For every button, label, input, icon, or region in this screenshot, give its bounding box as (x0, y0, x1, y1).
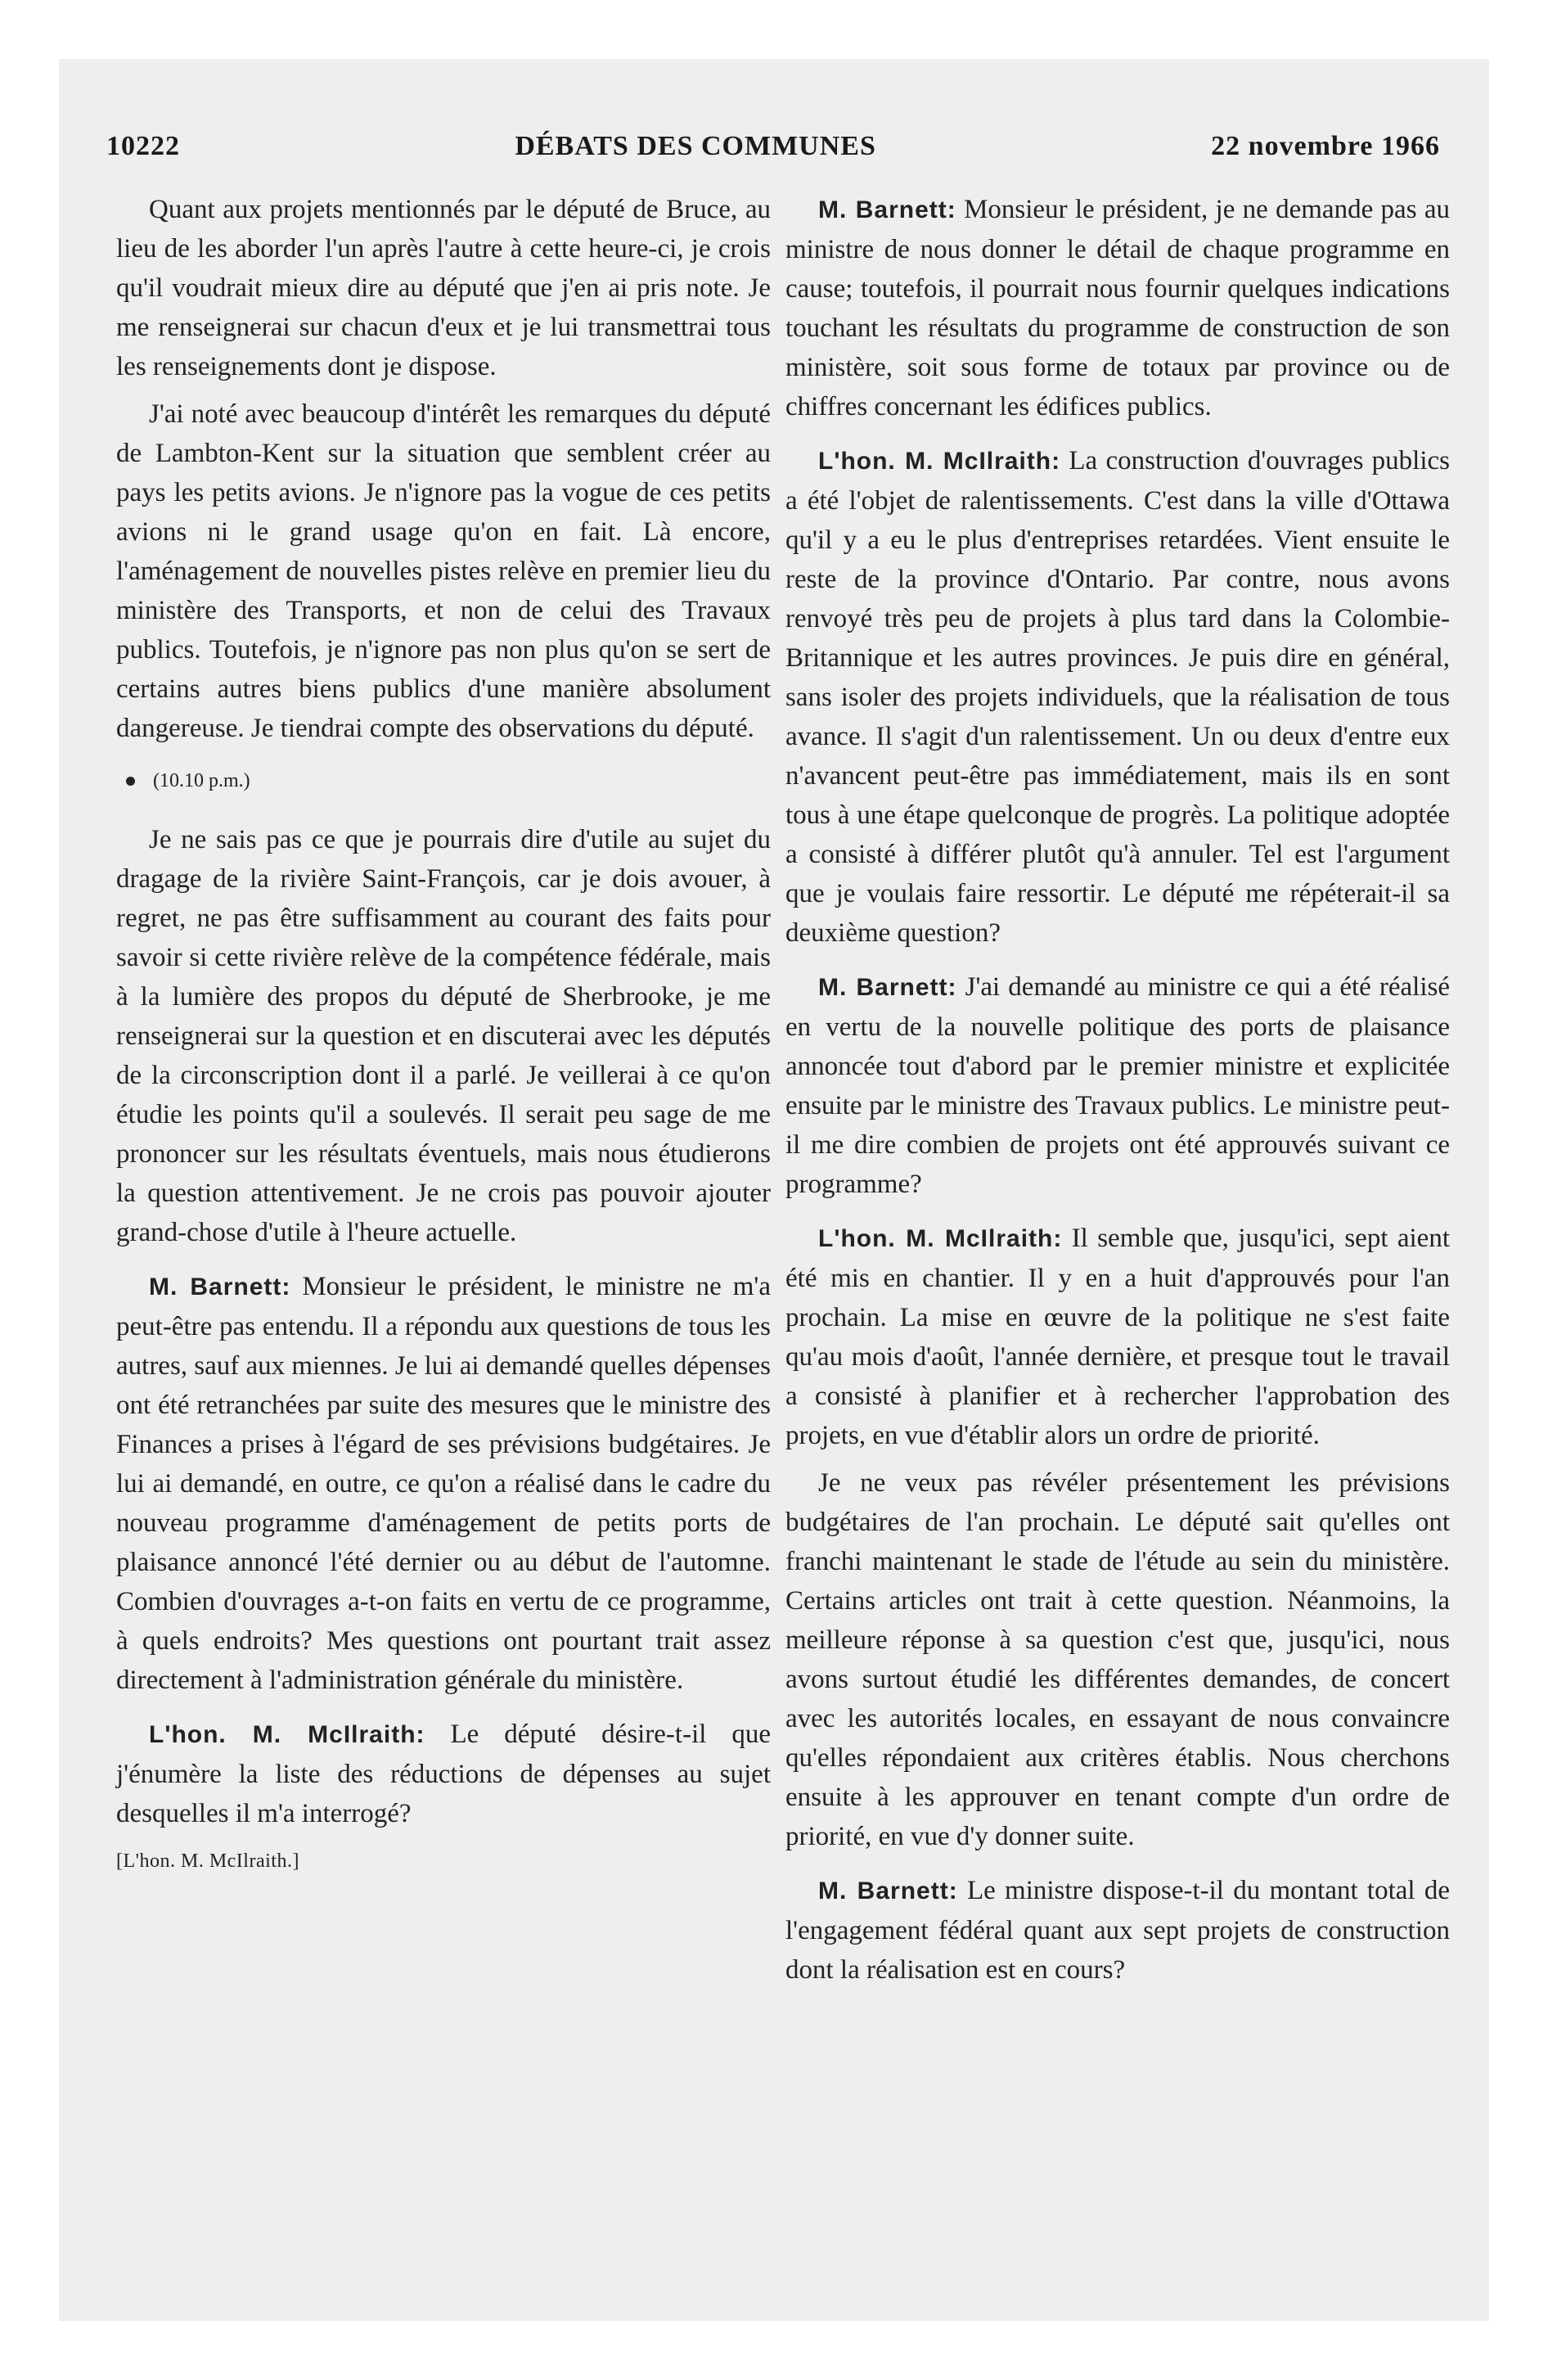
speech-text: Le ministre dispose-t-il du montant total de l'engagement fédéral quant aux sept projets de construction dont la réalisation est en cours? (785, 1876, 1450, 1985)
speech (116, 1715, 771, 1833)
speech (785, 1871, 1450, 1990)
speech (785, 190, 1450, 426)
speaker-name: M. Barnett: (818, 1877, 958, 1904)
speaker-name: M. Barnett: (149, 1273, 291, 1300)
paragraph: J'ai noté avec beaucoup d'intérêt les remarques du député de Lambton-Kent sur la situation que semblent créer au pays les petits avions. Je n'ignore pas la vogue de ces petits avions ni le grand usage qu'on en fait. Là encore, l'aménagement de nouvelles pistes relève en premier lieu du ministère des Transports, et non de celui des Travaux publics. Toutefois, je n'ignore pas non plus qu'on se sert de certains autres biens publics d'une manière absolument dangereuse. Je tiendrai compte des observations du député. (116, 399, 771, 743)
speech-text: La construction d'ouvrages publics a été l'objet de ralentissements. C'est dans la ville d'Ottawa qu'il y a eu le plus d'entreprises retardées. Vient ensuite le reste de la province d'Ontario. Par contre, nous avons renvoyé très peu de projets à plus tard dans la Colombie-Britannique et les autres provinces. Je puis dire en général, sans isoler des projets individuels, que la réalisation de tous avance. Il s'agit d'un ralentissement. Un ou deux d'entre eux n'avancent peut-être pas immédiatement, mais ils en sont tous à une étape quelconque de progrès. La politique adoptée a consisté à différer plutôt qu'à annuler. Tel est l'argument que je voulais faire ressortir. Le député me répéterait-il sa deuxième question? (785, 446, 1450, 948)
publication-title: DÉBATS DES COMMUNES (515, 131, 876, 161)
paragraph: Je ne sais pas ce que je pourrais dire d'utile au sujet du dragage de la rivière Saint-François, car je dois avouer, à regret, ne pas être suffisamment au courant des faits pour savoir si cette rivière relève de la compétence fédérale, mais à la lumière des propos du député de Sherbrooke, je me renseignerai sur la question et en discuterai avec les députés de la circonscription dont il a parlé. Je veillerai à ce qu'on étudie les points qu'il a soulevés. Il serait peu sage de me prononcer sur les résultats éventuels, mais nous étudierons la question attentivement. Je ne crois pas pouvoir ajouter grand-chose d'utile à l'heure actuelle. (116, 825, 771, 1247)
speaker-footer-note: [L'hon. M. McIlraith.] (116, 1850, 299, 1872)
left-column (116, 190, 771, 1881)
speech-text: Monsieur le président, je ne demande pas au ministre de nous donner le détail de chaque programme en cause; toutefois, il pourrait nous fournir quelques indications touchant les résultats du programme de construction de son ministère, soit sous forme de totaux par province ou de chiffres concernant les édifices publics. (785, 195, 1450, 421)
page-header (106, 131, 1440, 172)
speech-text: J'ai demandé au ministre ce qui a été réalisé en vertu de la nouvelle politique des ports de plaisance annoncée tout d'abord par le premier ministre et explicitée ensuite par le ministre des Travaux publics. Le ministre peut-il me dire combien de projets ont été approuvés suivant ce programme? (785, 972, 1451, 1199)
speech (785, 1219, 1450, 1455)
bullet-icon (126, 777, 135, 786)
speech-text: Le député désire-t-il que j'énumère la liste des réductions de dépenses au sujet desquelles il m'a interrogé? (116, 1720, 772, 1828)
speech (116, 1267, 771, 1700)
paragraph: Je ne veux pas révéler présentement les prévisions budgétaires de l'an prochain. Le député sait qu'elles ont franchi maintenant le stade de l'étude au sein du ministère. Certains articles ont trait à cette question. Néanmoins, la meilleure réponse à sa question c'est que, jusqu'ici, nous avons surtout étudié les différentes demandes, de concert avec les autorités locales, en essayant de nous convaincre qu'elles répondaient aux critères établis. Nous cherchons ensuite à les approuver en tenant compte d'un ordre de priorité, en vue d'y donner suite. (785, 1468, 1450, 1851)
speech (785, 967, 1450, 1204)
page-date: 22 novembre 1966 (1211, 131, 1440, 161)
speaker-name: L'hon. M. McIlraith: (818, 1225, 1063, 1252)
page-number: 10222 (106, 131, 180, 161)
speaker-name: L'hon. M. McIlraith: (818, 448, 1061, 475)
time-marker-text: (10.10 p.m.) (153, 770, 250, 791)
speech-text: Il semble que, jusqu'ici, sept aient été mis en chantier. Il y en a huit d'approuvés pour l'an prochain. La mise en œuvre de la politique ne s'est faite qu'au mois d'août, l'année dernière, et presque tout le travail a consisté à planifier et à rechercher l'approbation des projets, en vue d'établir alors un ordre de priorité. (785, 1224, 1450, 1450)
speech (785, 441, 1450, 953)
speaker-name: M. Barnett: (818, 196, 956, 223)
right-column (785, 190, 1450, 1998)
paragraph: Quant aux projets mentionnés par le député de Bruce, au lieu de les aborder l'un après l'autre à cette heure-ci, je crois qu'il voudrait mieux dire au député que j'en ai pris note. Je me renseignerai sur chacun d'eux et je lui transmettrai tous les renseignements dont je dispose. (116, 195, 771, 381)
speech-text: Monsieur le président, le ministre ne m'a peut-être pas entendu. Il a répondu aux questions de tous les autres, sauf aux miennes. Je lui ai demandé quelles dépenses ont été retranchées par suite des mesures que le ministre des Finances a prises à l'égard de ses prévisions budgétaires. Je lui ai demandé, en outre, ce qu'on a réalisé dans le cadre du nouveau programme d'aménagement de petits ports de plaisance annoncé l'été dernier ou au début de l'automne. Combien d'ouvrages a-t-on faits en vertu de ce programme, à quels endroits? Mes questions ont pourtant trait assez directement à l'administration générale du ministère. (116, 1272, 771, 1695)
time-marker (116, 761, 771, 800)
speaker-name: L'hon. M. McIlraith: (149, 1721, 425, 1748)
speaker-name: M. Barnett: (818, 974, 957, 1001)
